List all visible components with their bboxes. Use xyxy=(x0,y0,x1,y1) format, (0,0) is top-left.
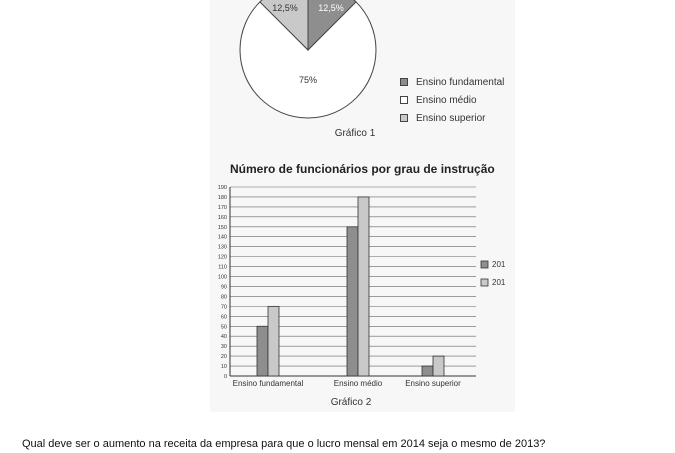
y-tick-label: 110 xyxy=(218,264,227,271)
y-tick-label: 40 xyxy=(220,334,227,341)
bar-chart xyxy=(200,180,520,410)
pie-caption: Gráfico 1 xyxy=(334,128,376,139)
y-tick-label: 80 xyxy=(220,294,227,301)
y-tick-label: 20 xyxy=(220,354,227,361)
bar-2-1 xyxy=(433,356,444,376)
y-tick-label: 160 xyxy=(217,214,227,221)
legend-swatch-medio xyxy=(400,96,408,104)
bar-0-1 xyxy=(268,306,279,376)
legend-swatch-fundamental xyxy=(400,78,408,86)
bar-legend-swatch xyxy=(481,261,488,268)
y-tick-label: 150 xyxy=(217,224,227,231)
x-tick-label: Ensino superior xyxy=(405,379,461,388)
pie-slice-label: 75% xyxy=(298,75,318,85)
pie-legend-item xyxy=(400,91,504,109)
y-tick-label: 140 xyxy=(217,234,227,241)
bar-caption: Gráfico 2 xyxy=(330,397,372,408)
y-tick-label: 130 xyxy=(217,244,227,251)
y-tick-label: 10 xyxy=(220,364,227,371)
bar-legend-swatch xyxy=(481,279,488,286)
pie-legend-item xyxy=(400,73,504,91)
y-tick-label: 50 xyxy=(220,324,227,331)
pie-legend-item xyxy=(400,109,504,127)
y-tick-label: 60 xyxy=(220,314,227,321)
x-tick-label: Ensino fundamental xyxy=(232,379,304,388)
bar-legend-label: 201 xyxy=(492,278,506,287)
bar-1-0 xyxy=(347,227,358,376)
bar-0-0 xyxy=(257,326,268,376)
y-tick-label: 100 xyxy=(217,274,227,281)
y-tick-label: 180 xyxy=(217,194,227,201)
bar-1-1 xyxy=(358,197,369,376)
y-tick-label: 70 xyxy=(220,304,227,311)
bar-chart-title: Número de funcionários por grau de instrução xyxy=(230,162,495,176)
y-tick-label: 190 xyxy=(217,185,227,191)
y-tick-label: 0 xyxy=(223,374,227,380)
y-tick-label: 170 xyxy=(217,204,227,211)
x-tick-label: Ensino médio xyxy=(333,379,383,388)
pie-legend-label: Ensino médio xyxy=(416,94,477,106)
bar-2-0 xyxy=(422,366,433,376)
pie-slice-label: 12,5% xyxy=(272,3,298,13)
y-tick-label: 120 xyxy=(217,254,227,261)
pie-slice-label: 12,5% xyxy=(318,3,344,13)
y-tick-label: 30 xyxy=(220,344,227,351)
pie-legend xyxy=(400,73,504,127)
bar-legend-label: 201 xyxy=(492,260,506,269)
y-tick-label: 90 xyxy=(220,284,227,291)
question-text: Qual deve ser o aumento na receita da empresa para que o lucro mensal em 2014 seja o mesmo de 2013? xyxy=(22,438,546,450)
pie-legend-label: Ensino fundamental xyxy=(416,76,505,88)
pie-legend-label: Ensino superior xyxy=(416,112,486,124)
legend-swatch-superior xyxy=(400,114,408,122)
